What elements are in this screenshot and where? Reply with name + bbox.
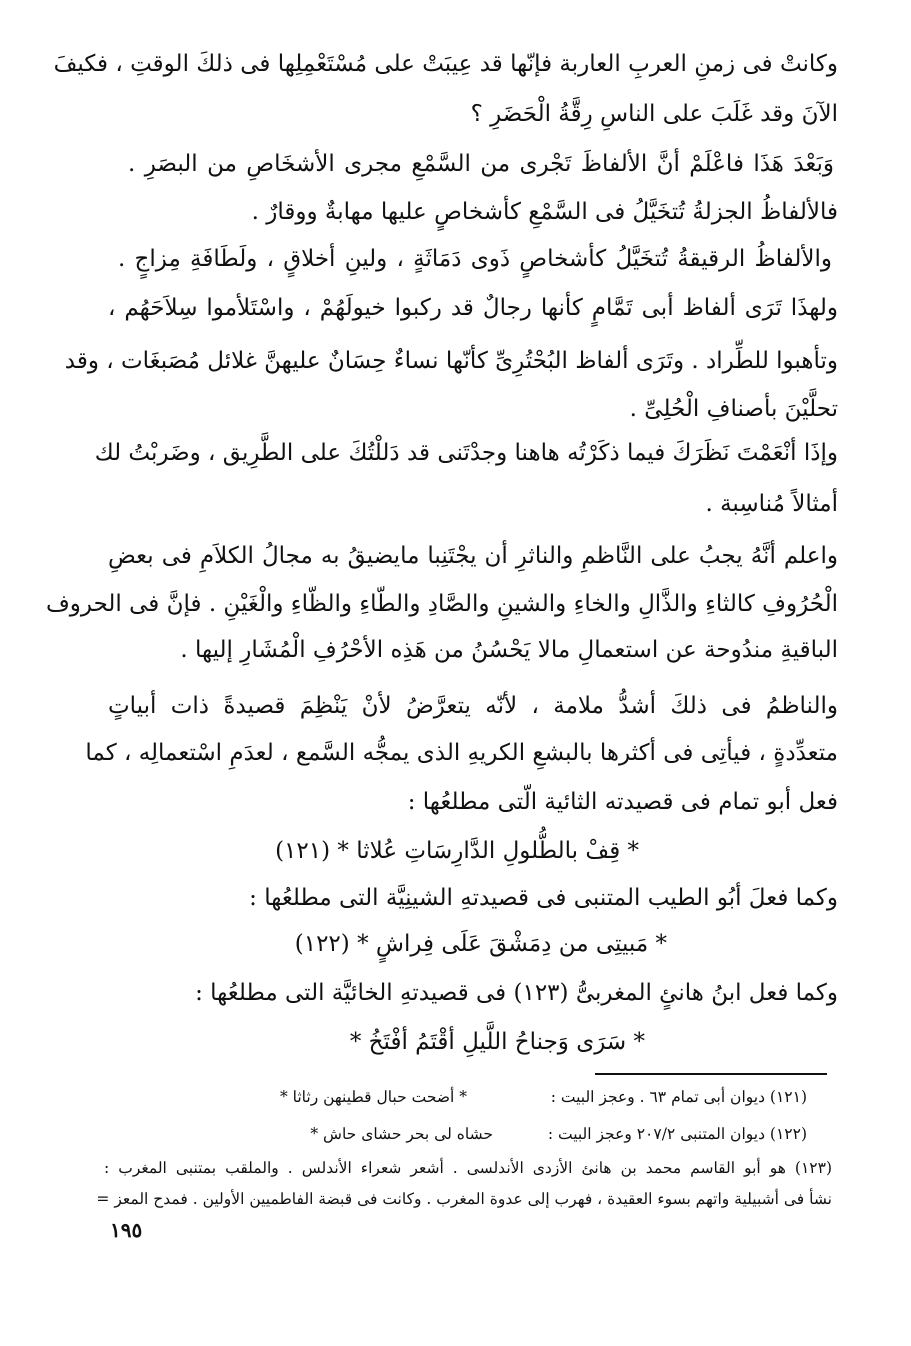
body-line-18: وكما فعل ابنُ هانئٍ المغربىُّ (١٢٣) فى قصيدتهِ الخائيَّة التى مطلعُها : xyxy=(195,980,838,1006)
body-line-14: والناظمُ فى ذلكَ أشدُّ ملامة ، لأنّه يتعرَّضُ لأنْ يَنْظِمَ قصيدةً ذات أبياتٍ xyxy=(108,693,838,719)
body-line-5: والألفاظُ الرقيقةُ تُتخَيَّلُ كأشخاصٍ ذَوى دَمَاثَةٍ ، ولينِ أخلاقٍ ، ولَطَافَةِ مِزاجٍ . xyxy=(118,246,832,272)
body-line-12: الْحُرُوفِ كالثاءِ والذَّالِ والخاءِ والشينِ والصَّادِ والطّاءِ والظّاءِ والْغَيْنِ . فإنَّ فى الحروف xyxy=(45,591,838,617)
body-line-3: وَبَعْدَ هَذَا فاعْلَمْ أنَّ الألفاظَ تَجْرى من السَّمْعِ مجرى الأشخَاصِ من البصَرِ . xyxy=(128,151,834,177)
body-line-4: فالألفاظُ الجزلةُ تُتخَيَّلُ فى السَّمْعِ كأشخاصٍ عليها مهابةٌ ووقارٌ . xyxy=(251,199,838,225)
footnote-123-line-1: (١٢٣) هو أبو القاسم محمد بن هانئ الأزدى الأندلسى . أشعر شعراء الأندلس . والملقب بمتنبى المغرب : xyxy=(104,1159,832,1177)
body-line-16: فعل أبو تمام فى قصيدته الثائية الّتى مطلعُها : xyxy=(407,789,838,815)
body-line-2: الآنَ وقد غَلَبَ على الناسِ رِقَّةُ الْحَضَرِ ؟ xyxy=(470,101,838,127)
verse-122: * مَبيتِى من دِمَشْقَ عَلَى فِراشٍ * (١٢٢) xyxy=(294,931,667,957)
body-line-13: الباقيةِ مندُوحة عن استعمالِ مالا يَحْسُنُ من هَذِه الأحْرُفِ الْمُشَارِ إليها . xyxy=(180,637,838,663)
body-line-15: متعدِّدةٍ ، فيأتِى فى أكثرها بالبشعِ الكريهِ الذى يمجُّه السَّمع ، لعدَمِ اسْتعمالِه ، كما xyxy=(85,740,838,766)
footnote-123-line-2: نشأ فى أشبيلية واتهم بسوء العقيدة ، فهرب إلى عدوة المغرب . وكانت فى قبضة الفاطميين الأولين . فمدح المعز = xyxy=(96,1190,832,1208)
body-line-6: ولهذَا تَرَى ألفاظ أبى تَمَّامٍ كأنها رجالٌ قد ركبوا خيولَهُمْ ، واسْتَلأموا سِلاَحَهُم ، xyxy=(108,295,838,321)
verse-121: * قِفْ بالطُّلولِ الدَّارِسَاتِ عُلاثا * (١٢١) xyxy=(275,838,639,864)
footnote-122-label: (١٢٢) ديوان المتنبى ٢٠٧/٢ وعجز البيت : xyxy=(547,1125,807,1143)
body-line-11: واعلم أنَّهُ يجبُ على النَّاظمِ والناثرِ أن يجْتَنِبا مايضيقُ به مجالُ الكلاَمِ فى بعضِ xyxy=(108,543,838,569)
body-line-9: وإذَا أنْعَمْتَ نَظَرَكَ فيما ذكَرْتُه هاهنا وجدْتَنى قد دَللْتُكَ على الطَّرِيق ، وضَربْتُ لك xyxy=(94,440,838,466)
body-line-1: وكانتْ فى زمنِ العربِ العاربة فإنّها قد عِيبَتْ على مُسْتَعْمِلِها فى ذلكَ الوقتِ ، فكيفَ xyxy=(53,51,838,77)
footnote-121-label: (١٢١) ديوان أبى تمام ٦٣ . وعجز البيت : xyxy=(550,1088,807,1106)
body-line-7: وتأهبوا للطِّراد . وتَرَى ألفاظ البُحْتُرِىِّ كأنّها نساءٌ حِسَانٌ عليهنَّ غلائل مُصَبغَات ، وقد xyxy=(64,348,838,374)
footnote-121-verse: * أضحت حبال قطينهن رثاثا * xyxy=(279,1088,467,1106)
page-number: ١٩٥ xyxy=(110,1218,143,1242)
footnote-divider xyxy=(595,1073,827,1075)
body-line-17: وكما فعلَ أبُو الطيب المتنبى فى قصيدتهِ الشينِيَّة التى مطلعُها : xyxy=(249,885,838,911)
footnote-122-verse: حشاه لى بحر حشاى حاش * xyxy=(310,1125,493,1143)
body-line-10: أمثالاً مُناسِبة . xyxy=(705,491,838,517)
body-line-8: تحلَّيْنَ بأصنافِ الْحُلِىِّ . xyxy=(629,396,838,422)
verse-123: * سَرَى وَجناحُ اللَّيلِ أقْتَمُ أفْتَخُ * xyxy=(349,1029,645,1055)
